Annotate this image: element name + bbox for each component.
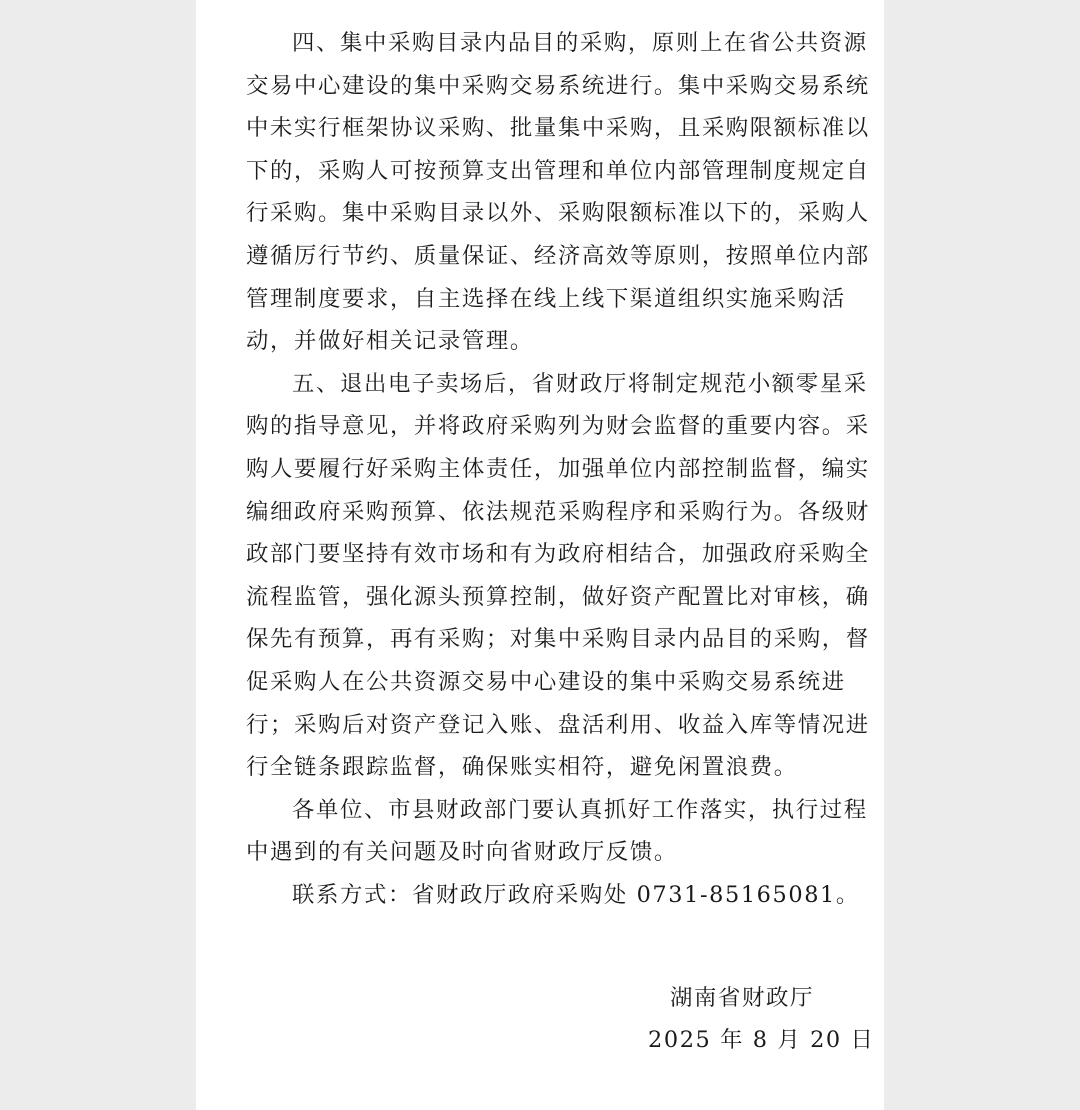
text-line: 下的，采购人可按预算支出管理和单位内部管理制度规定自: [246, 157, 870, 184]
text-line: 各单位、市县财政部门要认真抓好工作落实，执行过程: [292, 796, 868, 823]
text-line: 行全链条跟踪监督，确保账实相符，避免闲置浪费。: [246, 754, 798, 781]
text-line: 促采购人在公共资源交易中心建设的集中采购交易系统进: [246, 668, 846, 695]
contact-line: [246, 874, 860, 917]
signature-date: 2025 年 8 月 20 日: [648, 1027, 875, 1053]
contact-text: 联系方式：省财政厅政府采购处 0731-85165081。: [292, 881, 860, 908]
text-line: 交易中心建设的集中采购交易系统进行。集中采购交易系统: [246, 72, 870, 99]
text-line: 遵循厉行节约、质量保证、经济高效等原则，按照单位内部: [246, 242, 870, 269]
text-line: 购的指导意见，并将政府采购列为财会监督的重要内容。采: [246, 413, 870, 440]
text-line: 保先有预算，再有采购；对集中采购目录内品目的采购，督: [246, 626, 870, 653]
signature-org: 湖南省财政厅: [670, 985, 814, 1011]
text-line: 管理制度要求，自主选择在线上线下渠道组织实施采购活: [246, 285, 846, 312]
text-line: 五、退出电子卖场后，省财政厅将制定规范小额零星采: [292, 370, 868, 397]
document-body: [246, 22, 870, 916]
paragraph-5: [246, 363, 870, 789]
text-line: 行；采购后对资产登记入账、盘活利用、收益入库等情况进: [246, 711, 870, 738]
text-line: 政部门要坚持有效市场和有为政府相结合，加强政府采购全: [246, 541, 870, 568]
text-line: 中未实行框架协议采购、批量集中采购，且采购限额标准以: [246, 115, 870, 142]
text-line: 中遇到的有关问题及时向省财政厅反馈。: [246, 839, 678, 866]
text-line: 动，并做好相关记录管理。: [246, 328, 534, 355]
text-line: 四、集中采购目录内品目的采购，原则上在省公共资源: [292, 30, 868, 56]
text-line: 购人要履行好采购主体责任，加强单位内部控制监督，编实: [246, 455, 870, 482]
text-line: 行采购。集中采购目录以外、采购限额标准以下的，采购人: [246, 200, 870, 227]
paragraph-6: [246, 789, 868, 874]
paragraph-4: [246, 22, 870, 363]
text-line: 编细政府采购预算、依法规范采购程序和采购行为。各级财: [246, 498, 870, 525]
text-line: 流程监管，强化源头预算控制，做好资产配置比对审核，确: [246, 583, 870, 610]
